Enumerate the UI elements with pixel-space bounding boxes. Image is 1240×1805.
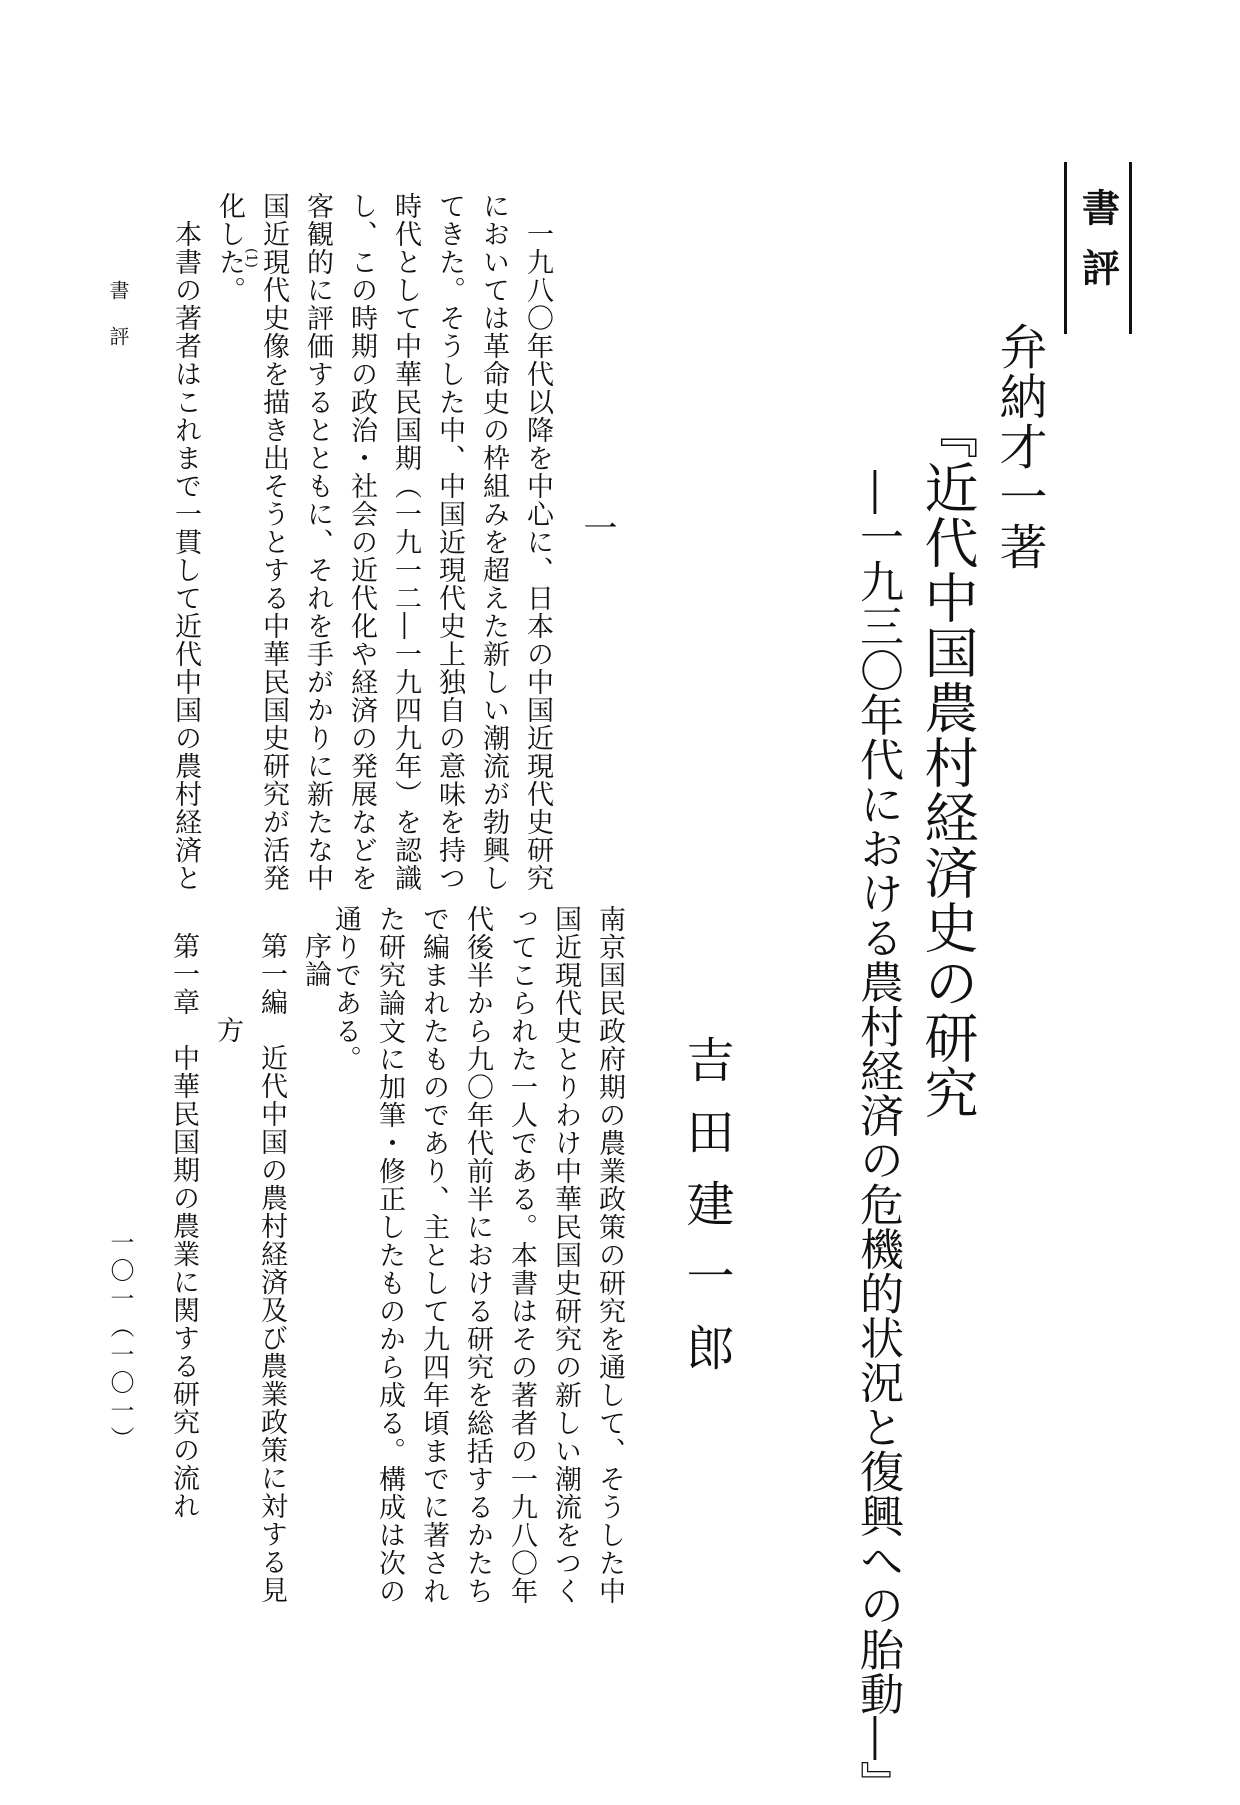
contents-item: 第一編 近代中国の農村経済及び農業政策に対する見 xyxy=(256,932,287,1604)
text-column: で編まれたものであり、主として九四年頃までに著され xyxy=(418,905,449,1605)
book-title: 『近代中国農村経済史の研究 xyxy=(916,405,979,1120)
text-column: し、この時期の政治・社会の近代化や経済の発展などを xyxy=(346,192,377,892)
text-column: 本書の著者はこれまで一貫して近代中国の農村経済と xyxy=(170,192,201,892)
page-number: 一〇一（一〇一） xyxy=(106,1230,134,1454)
text-column: 代後半から九〇年代前半における研究を総括するかたち xyxy=(462,905,493,1605)
text-column: 通りである。 xyxy=(330,905,361,1073)
reviewer-name: 吉田建一郎 xyxy=(678,1035,734,1395)
text-column: 化した。 xyxy=(214,192,245,304)
book-subtitle: ―一九三〇年代における農村経済の危機的状況と復興への胎動―』 xyxy=(852,470,903,1805)
text-column: 国近現代史像を描き出そうとする中華民国史研究が活発 xyxy=(258,192,289,892)
text-column: 時代として中華民国期（一九一二―一九四九年）を認識 xyxy=(390,192,421,892)
text-column: 客観的に評価するとともに、それを手がかりに新たな中 xyxy=(302,192,333,892)
contents-item: 第一章 中華民国期の農業に関する研究の流れ xyxy=(168,932,199,1520)
footnote-reference: (1) xyxy=(243,248,259,268)
book-author: 弁納才一著 xyxy=(991,322,1047,572)
text-column: 一九八〇年代以降を中心に、日本の中国近現代史研究 xyxy=(522,192,553,892)
running-head: 書評 xyxy=(106,280,130,372)
section-label: 書評 xyxy=(1064,162,1132,334)
text-column: においては革命史の枠組みを超えた新しい潮流が勃興し xyxy=(478,192,509,892)
text-column: てきた。そうした中、中国近現代史上独自の意味を持つ xyxy=(434,192,465,892)
text-column: 国近現代史とりわけ中華民国史研究の新しい潮流をつく xyxy=(550,905,581,1605)
text-column: た研究論文に加筆・修正したものから成る。構成は次の xyxy=(374,905,405,1605)
contents-item: 序論 xyxy=(300,932,331,988)
contents-item: 方 xyxy=(212,932,243,1044)
text-column: 南京国民政府期の農業政策の研究を通して、そうした中 xyxy=(594,905,625,1605)
text-column: ってこられた一人である。本書はその著者の一九八〇年 xyxy=(506,905,537,1605)
section-number: 一 xyxy=(577,510,617,544)
